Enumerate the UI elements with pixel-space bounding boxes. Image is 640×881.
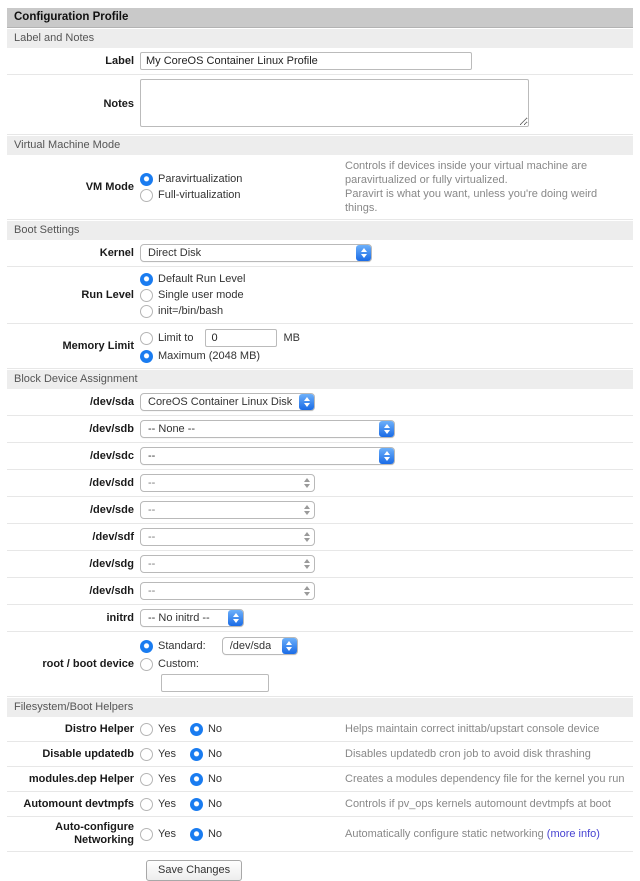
- disable-updatedb-row: [7, 742, 633, 767]
- section-block-device-assignment: Block Device Assignment: [7, 370, 633, 389]
- dev-sdd-row: [7, 470, 633, 497]
- chevron-up-down-icon: [228, 610, 243, 626]
- radio-default-run-level-label: Default Run Level: [158, 273, 246, 285]
- radio-paravirtualization-label: Paravirtualization: [158, 173, 243, 185]
- chevron-up-down-icon: [299, 529, 314, 545]
- radio-selected-icon: [140, 640, 153, 653]
- chevron-up-down-icon: [299, 394, 314, 410]
- more-info-link[interactable]: (more info): [546, 828, 600, 840]
- yes-label: Yes: [158, 748, 176, 760]
- notes-field-label: Notes: [103, 98, 134, 110]
- notes-row: [7, 75, 633, 135]
- dev-sda-row: [7, 389, 633, 416]
- chevron-up-down-icon: [299, 583, 314, 599]
- dev-sdc-label: /dev/sdc: [89, 449, 134, 462]
- initrd-row: [7, 605, 633, 632]
- radio-single-user-mode[interactable]: [140, 287, 633, 303]
- dev-sdd-select-value: --: [148, 477, 156, 489]
- radio-distro-helper-yes[interactable]: [140, 721, 176, 737]
- radio-default-run-level[interactable]: [140, 271, 633, 287]
- page-title: Configuration Profile: [7, 8, 633, 28]
- dev-sda-select[interactable]: [140, 393, 315, 411]
- footer: [7, 852, 633, 881]
- dev-sdf-select-value: --: [148, 531, 156, 543]
- radio-selected-icon: [140, 273, 153, 286]
- yes-label: Yes: [158, 828, 176, 840]
- radio-unselected-icon: [140, 289, 153, 302]
- radio-limit-to[interactable]: [140, 330, 193, 346]
- disable-updatedb-label: Disable updatedb: [42, 747, 134, 760]
- vm-mode-row: [7, 155, 633, 220]
- disable-updatedb-help: Disables updatedb cron job to avoid disk thrashing: [345, 748, 591, 760]
- initrd-label: initrd: [106, 611, 134, 624]
- distro-helper-row: [7, 717, 633, 742]
- dev-sdg-row: [7, 551, 633, 578]
- radio-unselected-icon: [140, 828, 153, 841]
- chevron-up-down-icon: [299, 475, 314, 491]
- yes-label: Yes: [158, 798, 176, 810]
- auto-configure-networking-row: [7, 817, 633, 852]
- radio-disable-updatedb-yes[interactable]: [140, 746, 176, 762]
- section-label-and-notes: Label and Notes: [7, 29, 633, 48]
- radio-selected-icon: [190, 723, 203, 736]
- radio-unselected-icon: [140, 798, 153, 811]
- dev-sda-select-value: CoreOS Container Linux Disk: [148, 396, 293, 408]
- notes-textarea[interactable]: [140, 79, 529, 127]
- memory-limit-row: [7, 324, 633, 369]
- standard-root-device-select[interactable]: [222, 637, 298, 655]
- radio-selected-icon: [190, 828, 203, 841]
- radio-selected-icon: [190, 798, 203, 811]
- dev-sdb-row: [7, 416, 633, 443]
- radio-limit-to-label: Limit to: [158, 332, 194, 344]
- kernel-select-value: Direct Disk: [148, 247, 202, 259]
- dev-sdg-label: /dev/sdg: [89, 557, 134, 570]
- vm-mode-label: VM Mode: [85, 180, 134, 193]
- automount-devtmpfs-help: Controls if pv_ops kernels automount devtmpfs at boot: [345, 798, 611, 810]
- chevron-up-down-icon: [282, 638, 297, 654]
- chevron-up-down-icon: [379, 421, 394, 437]
- dev-sdg-select[interactable]: [140, 555, 315, 573]
- radio-maximum-memory-label: Maximum (2048 MB): [158, 350, 261, 362]
- vm-mode-help: [345, 159, 633, 215]
- radio-unselected-icon: [140, 773, 153, 786]
- root-boot-device-label: root / boot device: [42, 657, 134, 670]
- radio-full-virtualization-label: Full-virtualization: [158, 189, 241, 201]
- yes-label: Yes: [158, 723, 176, 735]
- no-label: No: [207, 828, 223, 840]
- custom-root-device-input[interactable]: [161, 674, 269, 692]
- radio-custom-root[interactable]: [140, 656, 633, 672]
- dev-sde-label: /dev/sde: [89, 503, 134, 516]
- radio-paravirtualization[interactable]: [140, 171, 345, 187]
- dev-sdf-label: /dev/sdf: [92, 530, 134, 543]
- dev-sdh-row: [7, 578, 633, 605]
- no-label: No: [207, 748, 223, 760]
- auto-configure-networking-label: Auto-configure Networking: [55, 821, 134, 846]
- modules-dep-helper-row: [7, 767, 633, 792]
- radio-unselected-icon: [140, 332, 153, 345]
- dev-sdd-label: /dev/sdd: [89, 476, 134, 489]
- chevron-up-down-icon: [379, 448, 394, 464]
- initrd-select[interactable]: [140, 609, 244, 627]
- label-row: [7, 48, 633, 75]
- radio-custom-root-label: Custom:: [158, 658, 199, 670]
- dev-sde-row: [7, 497, 633, 524]
- dev-sdc-select[interactable]: [140, 447, 395, 465]
- distro-helper-help: Helps maintain correct inittab/upstart console device: [345, 723, 600, 735]
- radio-unselected-icon: [140, 723, 153, 736]
- automount-devtmpfs-row: [7, 792, 633, 817]
- auto-configure-networking-help: [345, 827, 633, 841]
- dev-sde-select[interactable]: [140, 501, 315, 519]
- radio-modules-dep-no[interactable]: [190, 771, 222, 787]
- radio-init-bin-bash[interactable]: [140, 303, 633, 319]
- dev-sdb-select-value: -- None --: [148, 423, 196, 435]
- dev-sdb-select[interactable]: [140, 420, 395, 438]
- dev-sdc-select-value: --: [148, 450, 156, 462]
- kernel-select[interactable]: [140, 244, 372, 262]
- modules-dep-helper-help: Creates a modules dependency file for the kernel you run: [345, 773, 625, 785]
- radio-standard-root-label: Standard:: [158, 640, 206, 652]
- automount-devtmpfs-label: Automount devtmpfs: [23, 797, 134, 810]
- memory-unit-label: MB: [283, 332, 300, 344]
- radio-unselected-icon: [140, 305, 153, 318]
- dev-sdh-label: /dev/sdh: [89, 584, 134, 597]
- run-level-label: Run Level: [81, 288, 134, 301]
- radio-standard-root[interactable]: [140, 638, 206, 654]
- dev-sdf-row: [7, 524, 633, 551]
- radio-unselected-icon: [140, 748, 153, 761]
- radio-auto-configure-networking-yes[interactable]: [140, 826, 176, 842]
- label-input[interactable]: [140, 52, 472, 70]
- radio-single-user-mode-label: Single user mode: [158, 289, 244, 301]
- standard-root-device-value: /dev/sda: [229, 640, 272, 652]
- auto-configure-networking-help-text: Automatically configure static networking: [345, 828, 544, 840]
- kernel-row: [7, 240, 633, 267]
- radio-selected-icon: [190, 773, 203, 786]
- radio-unselected-icon: [140, 189, 153, 202]
- radio-automount-devtmpfs-no[interactable]: [190, 796, 222, 812]
- dev-sdc-row: [7, 443, 633, 470]
- dev-sdg-select-value: --: [148, 558, 156, 570]
- no-label: No: [207, 723, 223, 735]
- radio-auto-configure-networking-no[interactable]: [190, 826, 222, 842]
- yes-label: Yes: [158, 773, 176, 785]
- save-changes-button[interactable]: Save Changes: [146, 860, 242, 881]
- radio-selected-icon: [140, 350, 153, 363]
- dev-sda-label: /dev/sda: [89, 395, 134, 408]
- radio-disable-updatedb-no[interactable]: [190, 746, 222, 762]
- chevron-up-down-icon: [299, 502, 314, 518]
- kernel-label: Kernel: [99, 246, 134, 259]
- dev-sde-select-value: --: [148, 504, 156, 516]
- chevron-up-down-icon: [356, 245, 371, 261]
- dev-sdb-label: /dev/sdb: [89, 422, 134, 435]
- distro-helper-label: Distro Helper: [64, 722, 134, 735]
- memory-limit-input[interactable]: [205, 329, 277, 347]
- section-filesystem-boot-helpers: Filesystem/Boot Helpers: [7, 698, 633, 717]
- no-label: No: [207, 798, 223, 810]
- chevron-up-down-icon: [299, 556, 314, 572]
- radio-init-bin-bash-label: init=/bin/bash: [158, 305, 224, 317]
- section-virtual-machine-mode: Virtual Machine Mode: [7, 136, 633, 155]
- no-label: No: [207, 773, 223, 785]
- radio-selected-icon: [190, 748, 203, 761]
- radio-selected-icon: [140, 173, 153, 186]
- radio-automount-devtmpfs-yes[interactable]: [140, 796, 176, 812]
- radio-full-virtualization[interactable]: [140, 187, 345, 203]
- initrd-select-value: -- No initrd --: [148, 612, 210, 624]
- radio-maximum-memory[interactable]: [140, 348, 633, 364]
- vm-mode-help-line1: Controls if devices inside your virtual machine are paravirtualized or fully virtualized.: [345, 160, 588, 186]
- dev-sdf-select[interactable]: [140, 528, 315, 546]
- vm-mode-help-line2: Paravirt is what you want, unless you're doing weird things.: [345, 188, 598, 214]
- radio-modules-dep-yes[interactable]: [140, 771, 176, 787]
- run-level-row: [7, 267, 633, 324]
- section-boot-settings: Boot Settings: [7, 221, 633, 240]
- dev-sdh-select[interactable]: [140, 582, 315, 600]
- dev-sdd-select[interactable]: [140, 474, 315, 492]
- label-field-label: Label: [105, 54, 134, 67]
- memory-limit-label: Memory Limit: [62, 339, 134, 352]
- root-boot-device-row: [7, 632, 633, 697]
- dev-sdh-select-value: --: [148, 585, 156, 597]
- radio-unselected-icon: [140, 658, 153, 671]
- modules-dep-helper-label: modules.dep Helper: [28, 772, 134, 785]
- radio-distro-helper-no[interactable]: [190, 721, 222, 737]
